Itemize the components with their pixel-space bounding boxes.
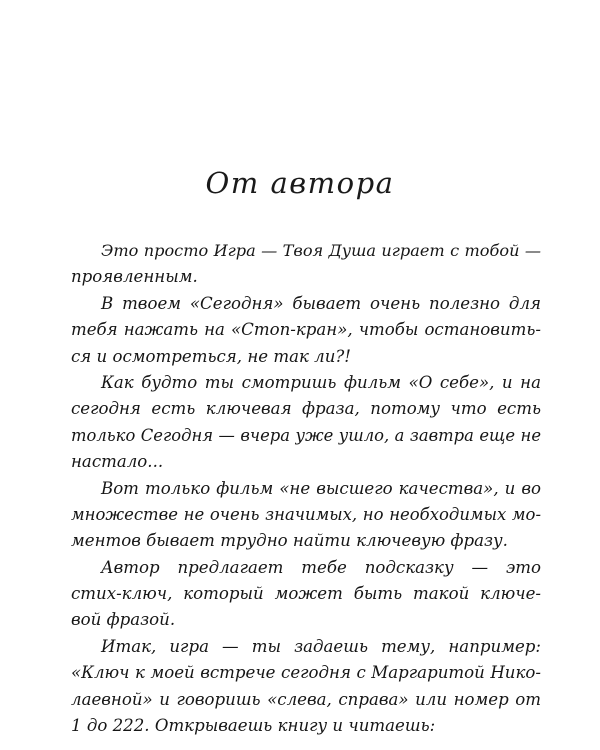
text-line: только Сегодня — вчера уже ушло, а завтра еще не (71, 425, 541, 445)
text-line: множестве не очень значимых, но необходимых мо- (71, 504, 541, 524)
page-title: От автора (205, 166, 395, 200)
body-text (71, 238, 541, 739)
text-line: настало... (71, 452, 164, 472)
text-line: сегодня есть ключевая фраза, потому что есть (71, 399, 541, 419)
text-line: Как будто ты смотришь фильм «О себе», и на (101, 372, 541, 392)
text-line: тебя нажать на «Стоп-кран», чтобы остановить- (71, 320, 541, 340)
text-line: В твоем «Сегодня» бывает очень полезно для (101, 293, 541, 313)
text-line: ся и осмотреться, не так ли?! (71, 346, 351, 366)
text-line: 1 до 222. Открываешь книгу и читаешь: (71, 716, 436, 736)
text-line: проявленным. (71, 267, 198, 287)
text-line: ментов бывает трудно найти ключевую фразу. (71, 531, 508, 551)
text-line: «Ключ к моей встрече сегодня с Маргаритой Нико- (71, 663, 541, 683)
text-line: Автор предлагает тебе подсказку — это (101, 557, 541, 577)
text-line: вой фразой. (71, 610, 176, 630)
text-line: лаевной» и говоришь «слева, справа» или номер от (71, 689, 541, 709)
text-line: Вот только фильм «не высшего качества», и во (101, 478, 541, 498)
text-line: стих-ключ, который может быть такой ключе- (71, 584, 541, 604)
text-line: Это просто Игра — Твоя Душа играет с тобой — (101, 241, 541, 260)
text-line: Итак, игра — ты задаешь тему, например: (101, 636, 541, 656)
